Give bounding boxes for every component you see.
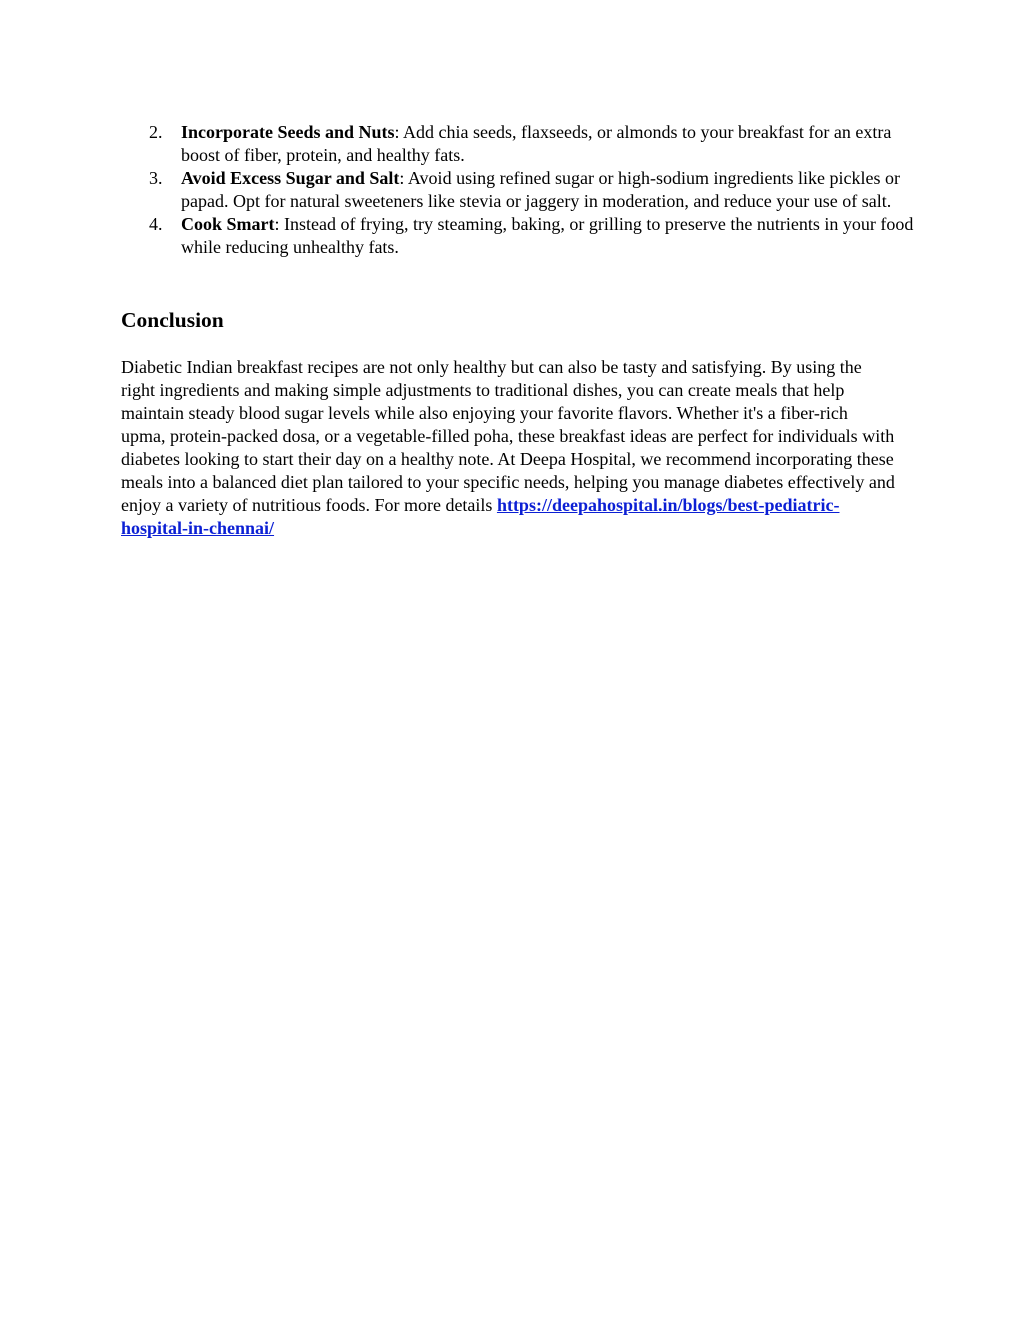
list-item-text: : Instead of frying, try steaming, baking, or grilling to preserve the nutrients in your food while reducing unhealthy fats. xyxy=(181,214,914,257)
conclusion-heading: Conclusion xyxy=(121,308,224,332)
list-item xyxy=(121,121,921,167)
tips-list xyxy=(121,121,921,259)
list-item xyxy=(121,167,921,213)
list-item-number: 2. xyxy=(149,122,163,142)
conclusion-paragraph xyxy=(121,356,896,540)
list-item-number: 4. xyxy=(149,214,163,234)
list-item-title: Cook Smart xyxy=(181,214,275,234)
details-link[interactable]: https://deepahospital.in/blogs/best-pediatric-hospital-in-chennai/ xyxy=(121,495,840,538)
list-item xyxy=(121,213,921,259)
list-item-text: : Add chia seeds, flaxseeds, or almonds to your breakfast for an extra boost of fiber, protein, and healthy fats. xyxy=(181,122,892,165)
list-item-number: 3. xyxy=(149,168,163,188)
list-item-title: Incorporate Seeds and Nuts xyxy=(181,122,395,142)
conclusion-body-text: Diabetic Indian breakfast recipes are not only healthy but can also be tasty and satisfying. By using the right ingredients and making simple adjustments to traditional dishes, you can create meals that help maintain steady blood sugar levels while also enjoying your favorite flavors. Whether it's a fiber-rich upma, protein-packed dosa, or a vegetable-filled poha, these breakfast ideas are perfect for individuals with diabetes looking to start their day on a healthy note. At Deepa Hospital, we recommend incorporating these meals into a balanced diet plan tailored to your specific needs, helping you manage diabetes effectively and enjoy a variety of nutritious foods. For more details xyxy=(121,357,895,515)
list-item-title: Avoid Excess Sugar and Salt xyxy=(181,168,400,188)
list-item-text: : Avoid using refined sugar or high-sodium ingredients like pickles or papad. Opt for natural sweeteners like stevia or jaggery in moderation, and reduce your use of salt. xyxy=(181,168,900,211)
